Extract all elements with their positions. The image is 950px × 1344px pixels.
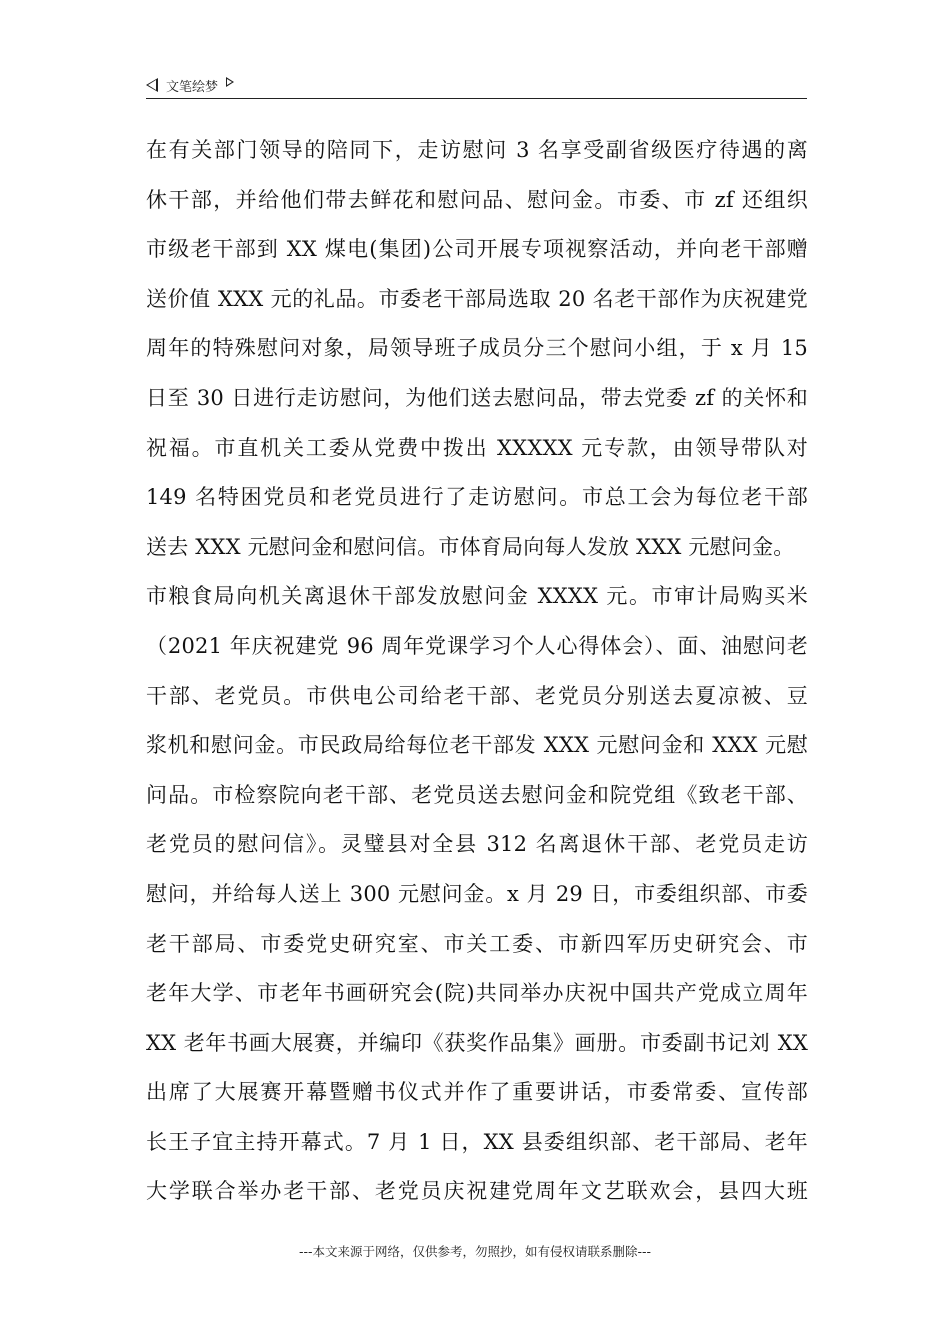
- text-line: 在有关部门领导的陪同下，走访慰问 3 名享受副省级医疗待遇的离: [146, 138, 808, 162]
- text-line: 市粮食局向机关离退休干部发放慰问金 XXXX 元。市审计局购买米: [146, 584, 808, 609]
- text-line: （2021 年庆祝建党 96 周年党课学习个人心得体会）、面、油慰问老: [146, 633, 808, 658]
- text-line: 送去 XXX 元慰问金和慰问信。市体育局向每人发放 XXX 元慰问金。: [146, 534, 795, 559]
- text-line: 问品。市检察院向老干部、老党员送去慰问金和院党组《致老干部、: [146, 782, 808, 807]
- header-brand: 文笔绘梦: [166, 79, 219, 95]
- text-line: 祝福。市直机关工委从党费中拨出 XXXXX 元专款，由领导带队对: [146, 435, 808, 460]
- right-triangle-icon: [226, 77, 234, 87]
- text-line: 周年的特殊慰问对象，局领导班子成员分三个慰问小组，于 x 月 15: [146, 336, 808, 361]
- text-line: 市级老干部到 XX 煤电(集团)公司开展专项视察活动，并向老干部赠: [146, 237, 808, 262]
- text-line: 送价值 XXX 元的礼品。市委老干部局选取 20 名老干部作为庆祝建党: [146, 286, 808, 311]
- text-line: 慰问，并给每人送上 300 元慰问金。x 月 29 日，市委组织部、市委: [146, 881, 808, 906]
- text-line: 浆机和慰问金。市民政局给每位老干部发 XXX 元慰问金和 XXX 元慰: [146, 733, 808, 758]
- text-line: 149 名特困党员和老党员进行了走访慰问。市总工会为每位老干部: [146, 485, 808, 510]
- text-line: 日至 30 日进行走访慰问，为他们送去慰问品，带去党委 zf 的关怀和: [146, 385, 808, 410]
- text-line: 休干部，并给他们带去鲜花和慰问品、慰问金。市委、市 zf 还组织: [146, 187, 808, 212]
- text-line: 干部、老党员。市供电公司给老干部、老党员分别送去夏凉被、豆: [146, 683, 808, 708]
- text-line: 老干部局、市委党史研究室、市关工委、市新四军历史研究会、市: [146, 931, 808, 956]
- text-line: 大学联合举办老干部、老党员庆祝建党周年文艺联欢会，县四大班: [146, 1179, 808, 1204]
- text-line: 老党员的慰问信》。灵璧县对全县 312 名离退休干部、老党员走访: [146, 832, 808, 857]
- text-line: 出席了大展赛开幕暨赠书仪式并作了重要讲话，市委常委、宣传部: [146, 1080, 808, 1105]
- body-text: [146, 130, 808, 1221]
- page-header: [146, 72, 807, 99]
- text-line: 老年大学、市老年书画研究会(院)共同举办庆祝中国共产党成立周年: [146, 981, 808, 1006]
- text-line: 长王子宜主持开幕式。7 月 1 日，XX 县委组织部、老干部局、老年: [146, 1129, 808, 1154]
- page-footer-notice: ---本文来源于网络，仅供参考，勿照抄，如有侵权请联系删除---: [298, 1244, 652, 1259]
- left-triangle-icon: [146, 78, 158, 92]
- text-line: XX 老年书画大展赛，并编印《获奖作品集》画册。市委副书记刘 XX: [146, 1030, 808, 1055]
